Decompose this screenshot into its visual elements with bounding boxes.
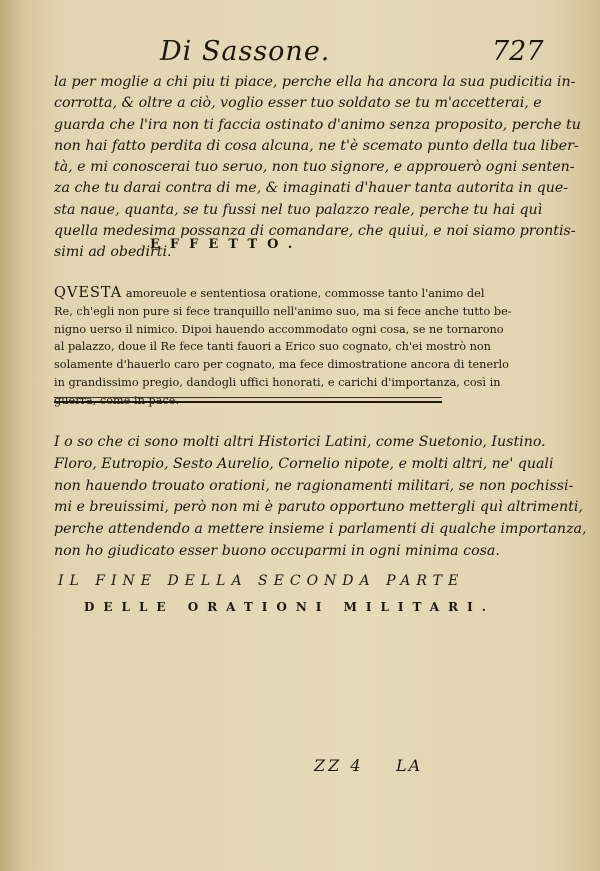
catchword: LA <box>396 756 423 775</box>
section-divider-thin <box>54 397 442 398</box>
paragraph-effetto <box>54 285 512 410</box>
text-line: tà, e mi conoscerai tuo seruo, non tuo signore, e approuerò ogni senten- <box>54 159 575 176</box>
section-divider-thick <box>54 401 442 403</box>
text-line: za che tu darai contra di me, & imaginati d'hauer tanta autorita in que- <box>54 180 569 197</box>
opening-word: QVESTA <box>54 285 123 301</box>
colophon-subtitle: DELLE ORATIONI MILITARI. <box>84 600 495 614</box>
text-line: in grandissimo pregio, dandogli uffici honorati, e carichi d'importanza, così in <box>54 375 501 389</box>
text-line: I o so che ci sono molti altri Historici Latini, come Suetonio, Iustino. <box>54 434 546 450</box>
text-line: sta naue, quanta, se tu fussi nel tuo palazzo reale, perche tu hai quì <box>54 201 543 218</box>
page-header <box>0 34 600 74</box>
text-line: non hauendo trouato orationi, ne ragionamenti militari, se non pochissi- <box>54 477 574 494</box>
paragraph-oration-end <box>54 72 581 264</box>
section-heading-effetto: EFFETTO. <box>150 237 303 252</box>
text-line: corrotta, & oltre a ciò, voglio esser tuo soldato se tu m'accetterai, e <box>54 95 542 112</box>
paragraph-author-note <box>54 432 587 563</box>
text-line: Re, ch'egli non pure si fece tranquillo nell'animo suo, ma si fece anche tutto be- <box>54 304 512 318</box>
text-line: Floro, Eutropio, Sesto Aurelio, Cornelio nipote, e molti altri, ne' quali <box>54 455 554 472</box>
page-number: 727 <box>492 36 544 67</box>
text-line: guarda che l'ira non ti faccia ostinato d'animo senza proposito, perche tu <box>54 116 581 133</box>
text-line: solamente d'hauerlo caro per cognato, ma fece dimostratione ancora di tenerlo <box>54 358 509 372</box>
text-line: al palazzo, doue il Re fece tanti fauori a Erico suo cognato, ch'ei mostrò non <box>54 340 491 354</box>
text-line: QVESTA amoreuole e sententiosa oratione, commosse tanto l'animo del <box>54 285 485 301</box>
text-line: mi e breuissimi, però non mi è paruto opportuno mettergli quì altrimenti, <box>54 499 583 516</box>
text-line: non hai fatto perdita di cosa alcuna, ne t'è scemato punto della tua liber- <box>54 137 579 154</box>
text-line: non ho giudicato esser buono occuparmi in ogni minima cosa. <box>54 542 500 559</box>
text-line: quella medesima possanza di comandare, che quiui, e noi siamo prontis- <box>54 223 576 240</box>
text-line: simi ad obedirti. <box>54 244 172 261</box>
signature-mark: ZZ 4 <box>314 756 364 775</box>
text-line: nigno uerso il nimico. Dipoi hauendo accommodato ogni cosa, se ne tornarono <box>54 322 504 336</box>
text-line: la per moglie a chi piu ti piace, perche ella ha ancora la sua pudicitia in- <box>54 74 576 90</box>
text-line: perche attendendo a mettere insieme i parlamenti di qualche importanza, <box>54 521 587 538</box>
colophon-title: IL FINE DELLA SECONDA PARTE <box>58 573 465 589</box>
running-title: Di Sassone. <box>160 36 331 67</box>
